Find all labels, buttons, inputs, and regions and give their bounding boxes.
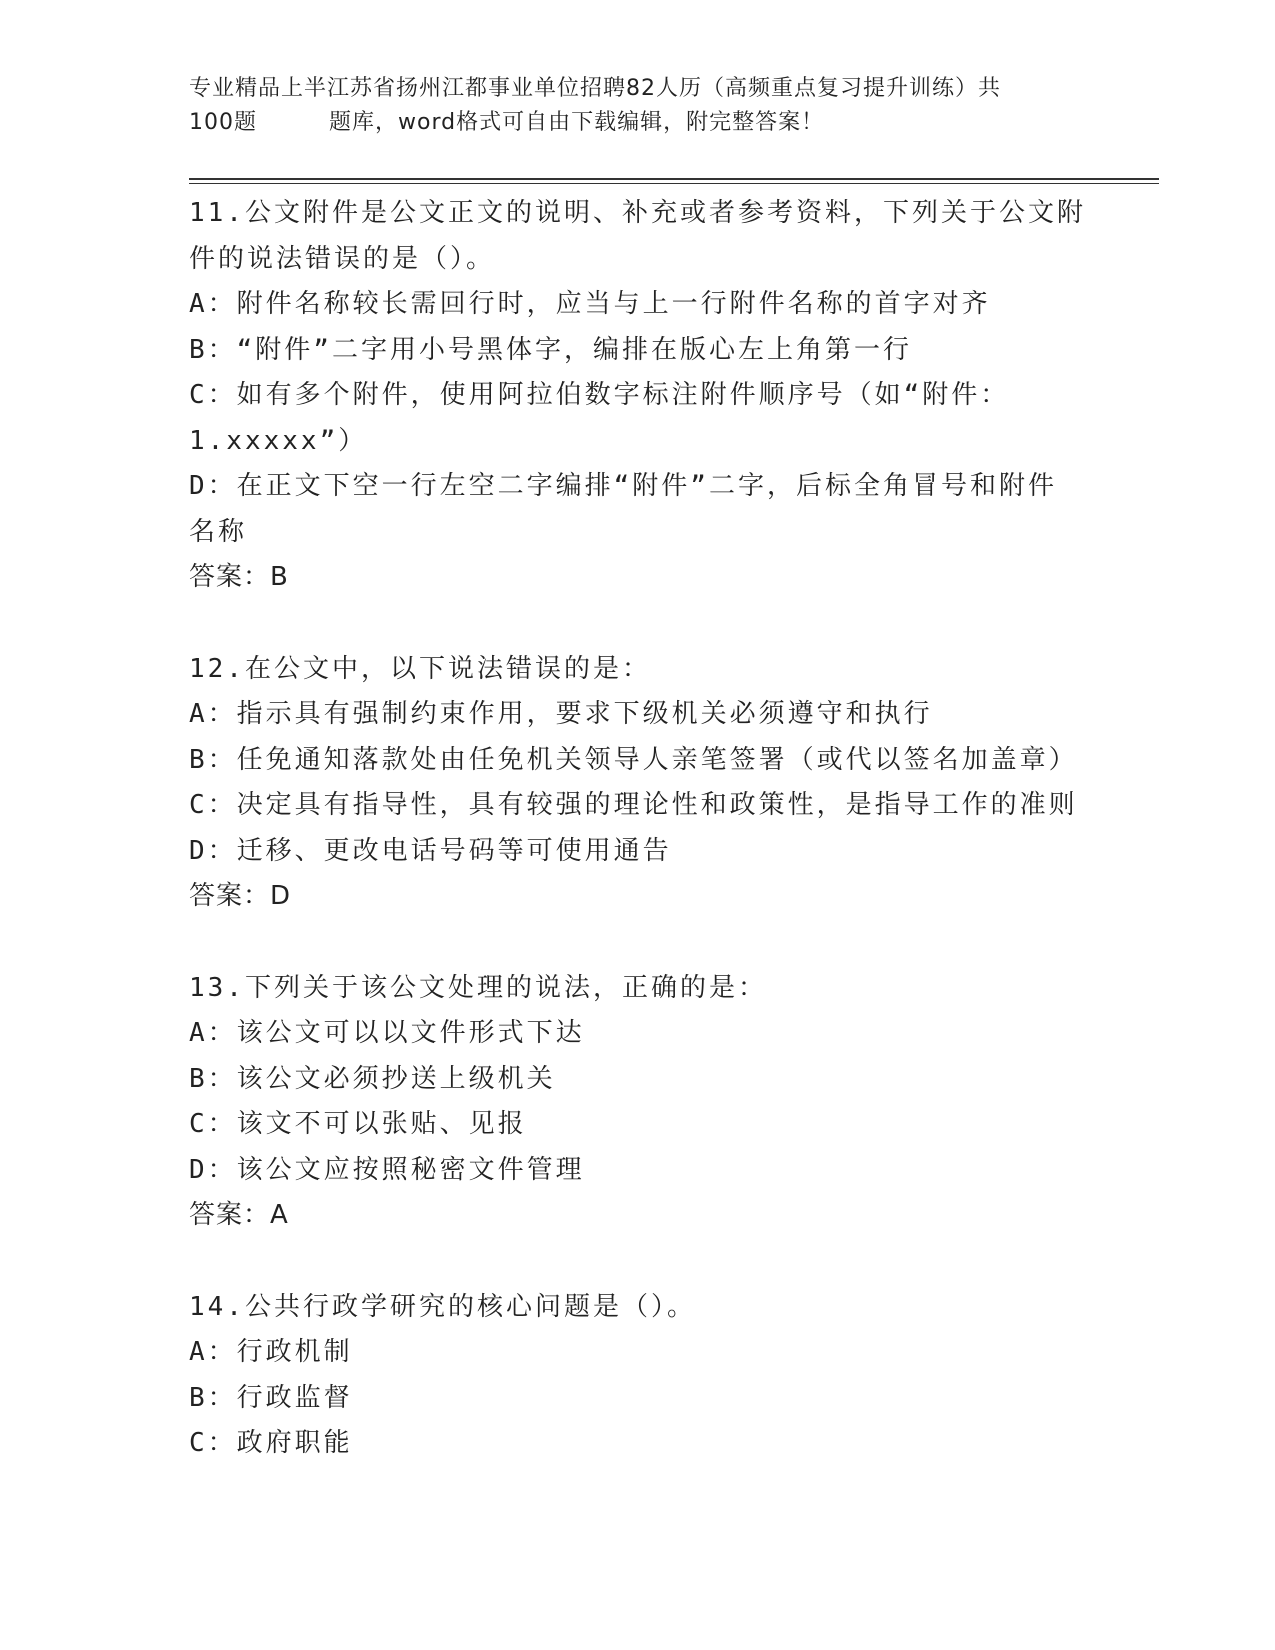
- answer-option: B：任免通知落款处由任免机关领导人亲笔签署（或代以签名加盖章）: [189, 744, 1078, 775]
- answer-option: A：指示具有强制约束作用，要求下级机关必须遵守和执行: [189, 699, 933, 729]
- answer-option: A：该公文可以以文件形式下达: [189, 1018, 585, 1048]
- header-divider-thin: [189, 183, 1159, 184]
- header-divider-thick: [189, 178, 1159, 180]
- question-block: [189, 647, 1089, 920]
- answer-key: 答案：B: [189, 562, 289, 592]
- answer-key: 答案：A: [189, 1200, 289, 1230]
- header-count: 100题: [189, 110, 257, 135]
- answer-option: A：附件名称较长需回行时，应当与上一行附件名称的首字对齐: [189, 289, 991, 319]
- answer-option: 名称: [189, 516, 248, 547]
- answer-option: C：决定具有指导性，具有较强的理论性和政策性，是指导工作的准则: [189, 790, 1078, 820]
- answer-option: B：该公文必须抄送上级机关: [189, 1063, 556, 1094]
- question-stem: 12.在公文中，以下说法错误的是：: [189, 653, 651, 684]
- answer-option: B：行政监督: [189, 1382, 353, 1413]
- answer-option: D：迁移、更改电话号码等可使用通告: [189, 835, 672, 866]
- question-stem: 11.公文附件是公文正文的说明、补充或者参考资料，下列关于公文附: [189, 198, 1086, 228]
- question-list: [189, 191, 1089, 1513]
- header-line-1: 专业精品上半江苏省扬州江都事业单位招聘82人历（高频重点复习提升训练）共: [189, 76, 1001, 101]
- page-header: [189, 72, 1089, 140]
- question-block: [189, 1285, 1089, 1467]
- question-stem: 件的说法错误的是（）。: [189, 243, 496, 274]
- answer-option: B：“附件”二字用小号黑体字，编排在版心左上角第一行: [189, 334, 912, 365]
- answer-option: C：如有多个附件，使用阿拉伯数字标注附件顺序号（如“附件：: [189, 380, 1010, 410]
- answer-option: D：在正文下空一行左空二字编排“附件”二字，后标全角冒号和附件: [189, 471, 1057, 501]
- question-block: [189, 191, 1089, 601]
- answer-key: 答案：D: [189, 881, 292, 911]
- header-line-2: [189, 106, 1089, 140]
- header-description: 题库，word格式可自由下载编辑，附完整答案！: [329, 110, 825, 135]
- answer-option: C：政府职能: [189, 1428, 353, 1458]
- answer-option: A：行政机制: [189, 1337, 353, 1367]
- question-stem: 14.公共行政学研究的核心问题是（）。: [189, 1291, 696, 1322]
- answer-option: D：该公文应按照秘密文件管理: [189, 1154, 585, 1185]
- answer-option: C：该文不可以张贴、见报: [189, 1109, 527, 1139]
- question-block: [189, 966, 1089, 1239]
- question-stem: 13.下列关于该公文处理的说法，正确的是：: [189, 972, 767, 1003]
- answer-option: 1.xxxxx”）: [189, 425, 368, 456]
